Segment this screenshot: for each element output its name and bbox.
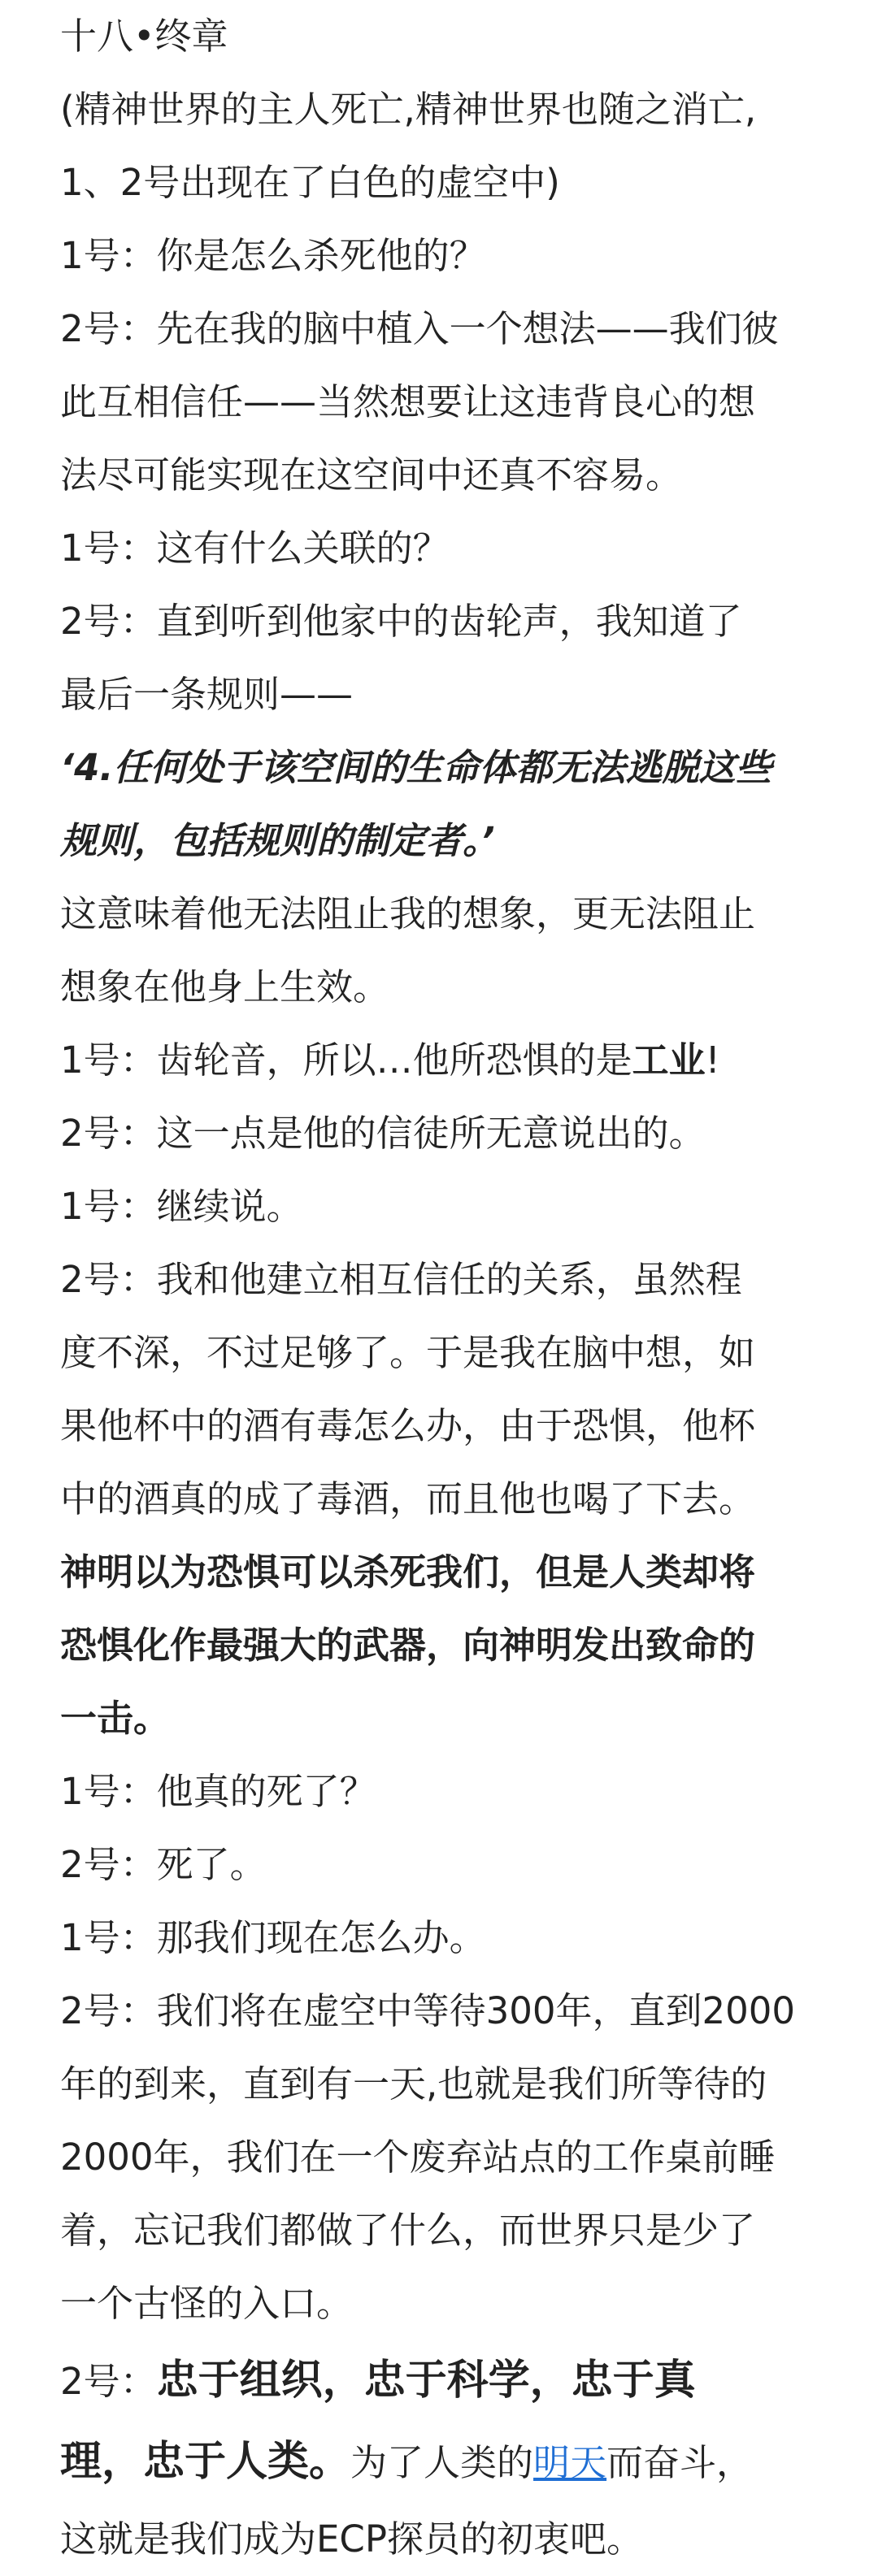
- article-body: [60, 0, 841, 2576]
- dialogue-line: 2号：先在我的脑中植入一个想法——我们彼: [60, 307, 779, 350]
- paragraph-line: 这意味着他无法阻止我的想象，更无法阻止: [60, 892, 756, 935]
- rule-quote-line: 规则，包括规则的制定者。’: [60, 819, 495, 862]
- closing-text: 为了人类的: [350, 2441, 534, 2484]
- dialogue-line: 2号：这一点是他的信徒所无意说出的。: [60, 1112, 706, 1155]
- dialogue-line: 2号：死了。: [60, 1843, 267, 1886]
- motto-line: [60, 2422, 841, 2503]
- dialogue-line: 1号：这有什么关联的？: [60, 527, 450, 570]
- dialogue-line: 法尽可能实现在这空间中还真不容易。: [60, 453, 683, 497]
- motto-line: [60, 2340, 841, 2422]
- dialogue-line: 1号：你是怎么杀死他的？: [60, 234, 486, 277]
- closing-line: 这就是我们成为ECP探员的初衷吧。: [60, 2517, 643, 2561]
- dialogue-line: 最后一条规则——: [60, 673, 354, 716]
- emphasis-line: 神明以为恐惧可以杀死我们，但是人类却将: [60, 1550, 756, 1594]
- gear-line-end: !: [705, 1039, 720, 1082]
- emphasis-line: 恐惧化作最强大的武器，向神明发出致命的: [60, 1624, 756, 1667]
- dialogue-line: 一个古怪的入口。: [60, 2282, 354, 2325]
- paragraph-line: 1、2号出现在了白色的虚空中): [60, 161, 560, 204]
- dialogue-line: 1号：那我们现在怎么办。: [60, 1916, 486, 1959]
- dialogue-line: 度不深，不过足够了。于是我在脑中想，如: [60, 1331, 756, 1374]
- dialogue-line: 2号：直到听到他家中的齿轮声，我知道了: [60, 600, 742, 643]
- chapter-title: 十八•终章: [60, 15, 228, 58]
- dialogue-line: 中的酒真的成了毒酒，而且他也喝了下去。: [60, 1477, 756, 1520]
- motto-text: 忠于组织，忠于科学，忠于真: [156, 2357, 696, 2405]
- dialogue-line: 2号：我和他建立相互信任的关系，虽然程: [60, 1258, 742, 1301]
- dialogue-line: 年的到来，直到有一天,也就是我们所等待的: [60, 2062, 767, 2105]
- closing-text: 而奋斗，: [606, 2441, 754, 2484]
- dialogue-line: 果他杯中的酒有毒怎么办，由于恐惧，他杯: [60, 1404, 756, 1447]
- tomorrow-link[interactable]: 明天: [533, 2441, 607, 2484]
- motto-prefix: 2号：: [60, 2360, 157, 2403]
- dialogue-line-gear: [60, 1024, 841, 1097]
- industry-bold: 工业: [632, 1039, 706, 1082]
- motto-text: 理，忠于人类。: [60, 2438, 351, 2486]
- dialogue-line: 1号：继续说。: [60, 1185, 303, 1228]
- gear-line-text: 1号：齿轮音，所以…他所恐惧的是: [60, 1039, 632, 1082]
- rule-quote-line: ‘4.任何处于该空间的生命体都无法逃脱这些: [60, 746, 772, 789]
- dialogue-line: 2号：我们将在虚空中等待300年，直到2000: [60, 1989, 796, 2032]
- paragraph-line: (精神世界的主人死亡,精神世界也随之消亡,: [60, 88, 757, 131]
- dialogue-line: 1号：他真的死了？: [60, 1770, 376, 1813]
- paragraph-line: 想象在他身上生效。: [60, 965, 390, 1008]
- dialogue-line: 此互相信任——当然想要让这违背良心的想: [60, 380, 756, 423]
- dialogue-line: 2000年，我们在一个废弃站点的工作桌前睡: [60, 2136, 776, 2179]
- dialogue-line: 着，忘记我们都做了什么，而世界只是少了: [60, 2209, 756, 2252]
- emphasis-line: 一击。: [60, 1697, 171, 1740]
